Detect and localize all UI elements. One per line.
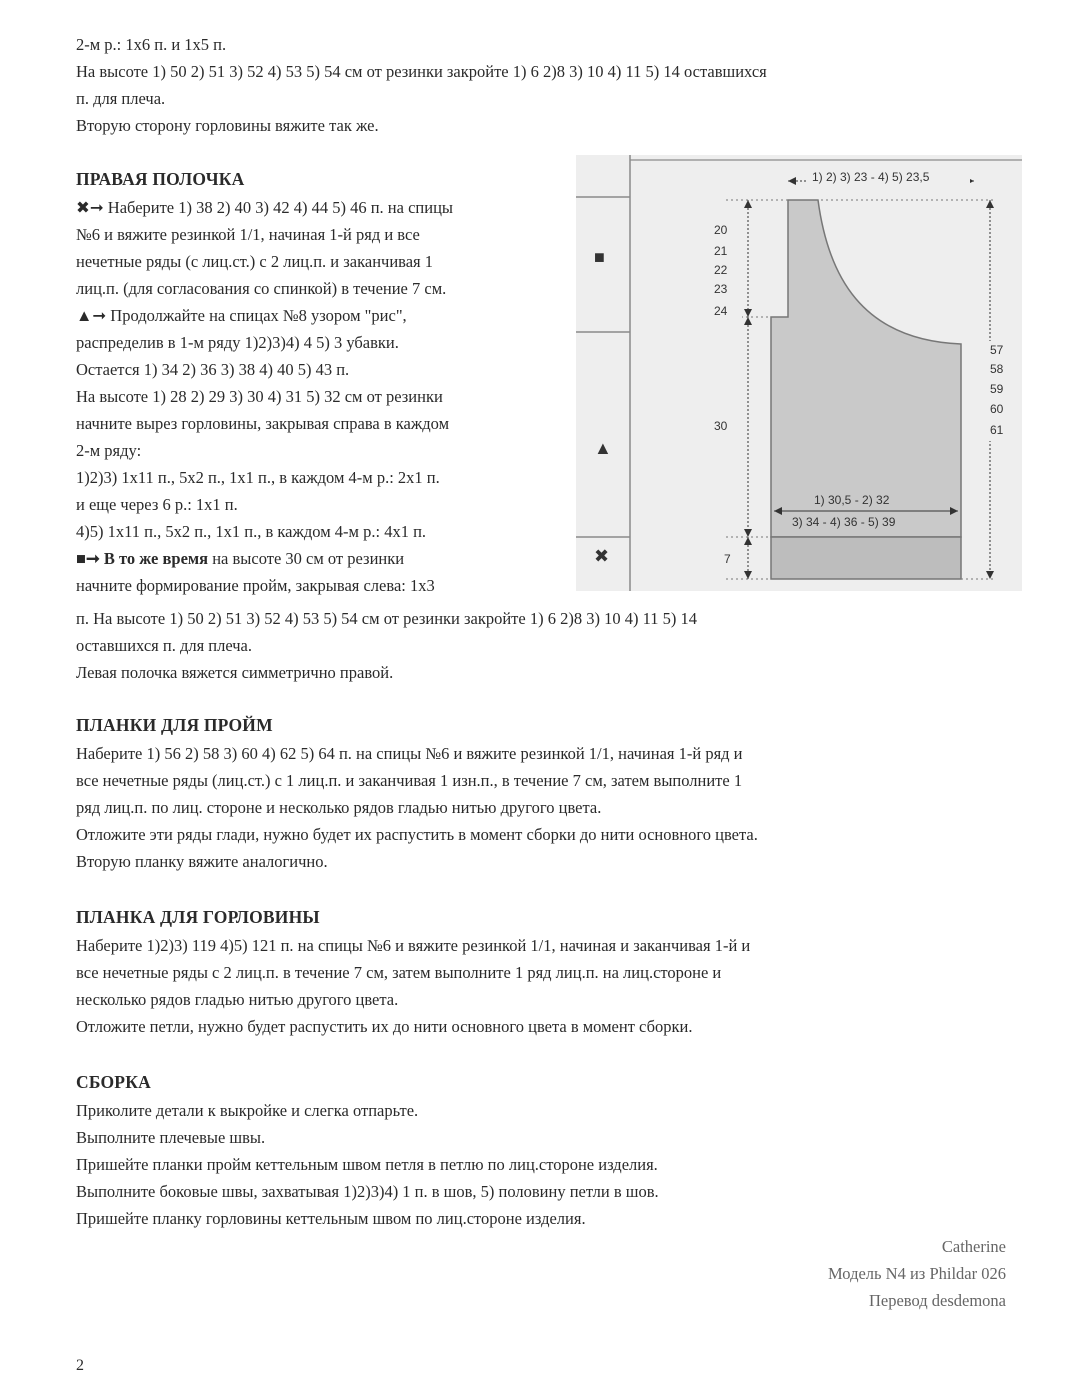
text-line: распределив в 1-м ряду 1)2)3)4) 4 5) 3 убавки. <box>76 333 399 352</box>
text-line: ▲➞ Продолжайте на спицах №8 узором "рис", <box>76 306 407 325</box>
intro-line: Вторую сторону горловины вяжите так же. <box>76 116 379 135</box>
rib-height-label: 7 <box>724 552 731 566</box>
armhole-start-label: 30 <box>714 419 728 433</box>
text-line: п. На высоте 1) 50 2) 51 3) 52 4) 53 5) 54 см от резинки закройте 1) 6 2)8 3) 10 4) 11 5) 14 <box>76 609 697 628</box>
intro-line: 2-м р.: 1х6 п. и 1х5 п. <box>76 35 227 54</box>
total-height-label: 58 <box>990 362 1004 376</box>
square-marker-icon: ■ <box>594 247 605 267</box>
text-line: Выполните плечевые швы. <box>76 1128 266 1147</box>
text-line: начните формирование пройм, закрывая слева: 1х3 <box>76 576 435 595</box>
shoulder-height-label: 24 <box>714 304 728 318</box>
total-height-label: 61 <box>990 423 1004 437</box>
text-line: 4)5) 1х11 п., 5х2 п., 1х1 п., в каждом 4-м р.: 4х1 п. <box>76 522 427 541</box>
text-line: оставшихся п. для плеча. <box>76 636 253 655</box>
text-line <box>76 545 581 572</box>
text-line: Пришейте планку горловины кеттельным швом по лиц.стороне изделия. <box>76 1209 586 1228</box>
text-line: Остается 1) 34 2) 36 3) 38 4) 40 5) 43 п. <box>76 360 350 379</box>
right-front-tail <box>76 605 1016 686</box>
section-title-neck-band: ПЛАНКА ДЛЯ ГОРЛОВИНЫ <box>76 907 320 927</box>
intro-line: На высоте 1) 50 2) 51 3) 52 4) 53 5) 54 см от резинки закройте 1) 6 2)8 3) 10 4) 11 5) 14 оставшихся <box>76 62 767 81</box>
translation-credit: Перевод desdemona <box>868 1291 1006 1310</box>
text-line: и еще через 6 р.: 1х1 п. <box>76 495 238 514</box>
text-line: 1)2)3) 1х11 п., 5х2 п., 1х1 п., в каждом 4-м р.: 2х1 п. <box>76 468 440 487</box>
text-line: Отложите петли, нужно будет распустить их до нити основного цвета в момент сборки. <box>76 1017 693 1036</box>
text-line: Вторую планку вяжите аналогично. <box>76 852 328 871</box>
section-title-assembly: СБОРКА <box>76 1072 151 1092</box>
width-label: 1) 30,5 - 2) 32 <box>814 493 890 507</box>
same-time-text: на высоте 30 см от резинки <box>208 549 405 568</box>
section-title-right-front: ПРАВАЯ ПОЛОЧКА <box>76 169 245 189</box>
garment-schematic <box>576 155 1022 591</box>
shoulder-height-label: 23 <box>714 282 728 296</box>
text-line: нечетные ряды (с лиц.ст.) с 2 лиц.п. и заканчивая 1 <box>76 252 434 271</box>
shoulder-height-label: 21 <box>714 244 728 258</box>
text-line: Наберите 1) 56 2) 58 3) 60 4) 62 5) 64 п. на спицы №6 и вяжите резинкой 1/1, начиная 1-й ряд и <box>76 744 743 763</box>
model-source: Модель N4 из Phildar 026 <box>828 1264 1006 1283</box>
rib-band-shape <box>771 537 961 579</box>
intro-line: п. для плеча. <box>76 89 166 108</box>
shoulder-height-label: 22 <box>714 263 728 277</box>
top-width-label: 1) 2) 3) 23 - 4) 5) 23,5 <box>812 170 930 184</box>
author-name: Catherine <box>941 1237 1006 1256</box>
text-line: начните вырез горловины, закрывая справа в каждом <box>76 414 450 433</box>
text-line: несколько рядов гладью нитью другого цвета. <box>76 990 399 1009</box>
text-line: Приколите детали к выкройке и слегка отпарьте. <box>76 1101 419 1120</box>
text-line: Наберите 1)2)3) 119 4)5) 121 п. на спицы №6 и вяжите резинкой 1/1, начиная и заканчивая 1-й и <box>76 936 751 955</box>
text-line: лиц.п. (для согласования со спинкой) в течение 7 см. <box>76 279 447 298</box>
page-number: 2 <box>76 1357 84 1374</box>
assembly-paragraph <box>76 1097 1016 1232</box>
intro-paragraph <box>76 31 1016 139</box>
text-line: Выполните боковые швы, захватывая 1)2)3)4) 1 п. в шов, 5) половину петли в шов. <box>76 1182 659 1201</box>
text-line: Пришейте планки пройм кеттельным швом петля в петлю по лиц.стороне изделия. <box>76 1155 658 1174</box>
total-height-label: 60 <box>990 402 1004 416</box>
text-line: №6 и вяжите резинкой 1/1, начиная 1-й ряд и все <box>76 225 420 244</box>
armhole-bands-paragraph <box>76 740 1016 875</box>
cross-marker-icon: ✖ <box>594 546 610 566</box>
text-line: На высоте 1) 28 2) 29 3) 30 4) 31 5) 32 см от резинки <box>76 387 443 406</box>
signature-block <box>828 1233 1006 1314</box>
text-line: все нечетные ряды (лиц.ст.) с 1 лиц.п. и заканчивая 1 изн.п., в течение 7 см, затем выполните 1 <box>76 771 743 790</box>
same-time-marker: ■➞ В то же время <box>76 549 209 568</box>
neck-band-paragraph <box>76 932 1016 1040</box>
text-line: ✖➞ Наберите 1) 38 2) 40 3) 42 4) 44 5) 46 п. на спицы <box>76 198 453 217</box>
schematic-svg <box>576 155 1022 591</box>
total-height-label: 57 <box>990 343 1004 357</box>
text-line: все нечетные ряды с 2 лиц.п. в течение 7 см, затем выполните 1 ряд лиц.п. на лиц.стороне и <box>76 963 722 982</box>
right-front-paragraph <box>76 194 581 599</box>
triangle-marker-icon: ▲ <box>594 438 612 458</box>
text-line: ряд лиц.п. по лиц. стороне и несколько рядов гладью нитью другого цвета. <box>76 798 602 817</box>
text-line: 2-м ряду: <box>76 441 142 460</box>
section-title-armhole-bands: ПЛАНКИ ДЛЯ ПРОЙМ <box>76 715 273 735</box>
text-line: Левая полочка вяжется симметрично правой. <box>76 663 394 682</box>
text-line: Отложите эти ряды глади, нужно будет их распустить в момент сборки до нити основного цвета. <box>76 825 758 844</box>
shoulder-height-label: 20 <box>714 223 728 237</box>
total-height-label: 59 <box>990 382 1004 396</box>
width-label: 3) 34 - 4) 36 - 5) 39 <box>792 515 896 529</box>
